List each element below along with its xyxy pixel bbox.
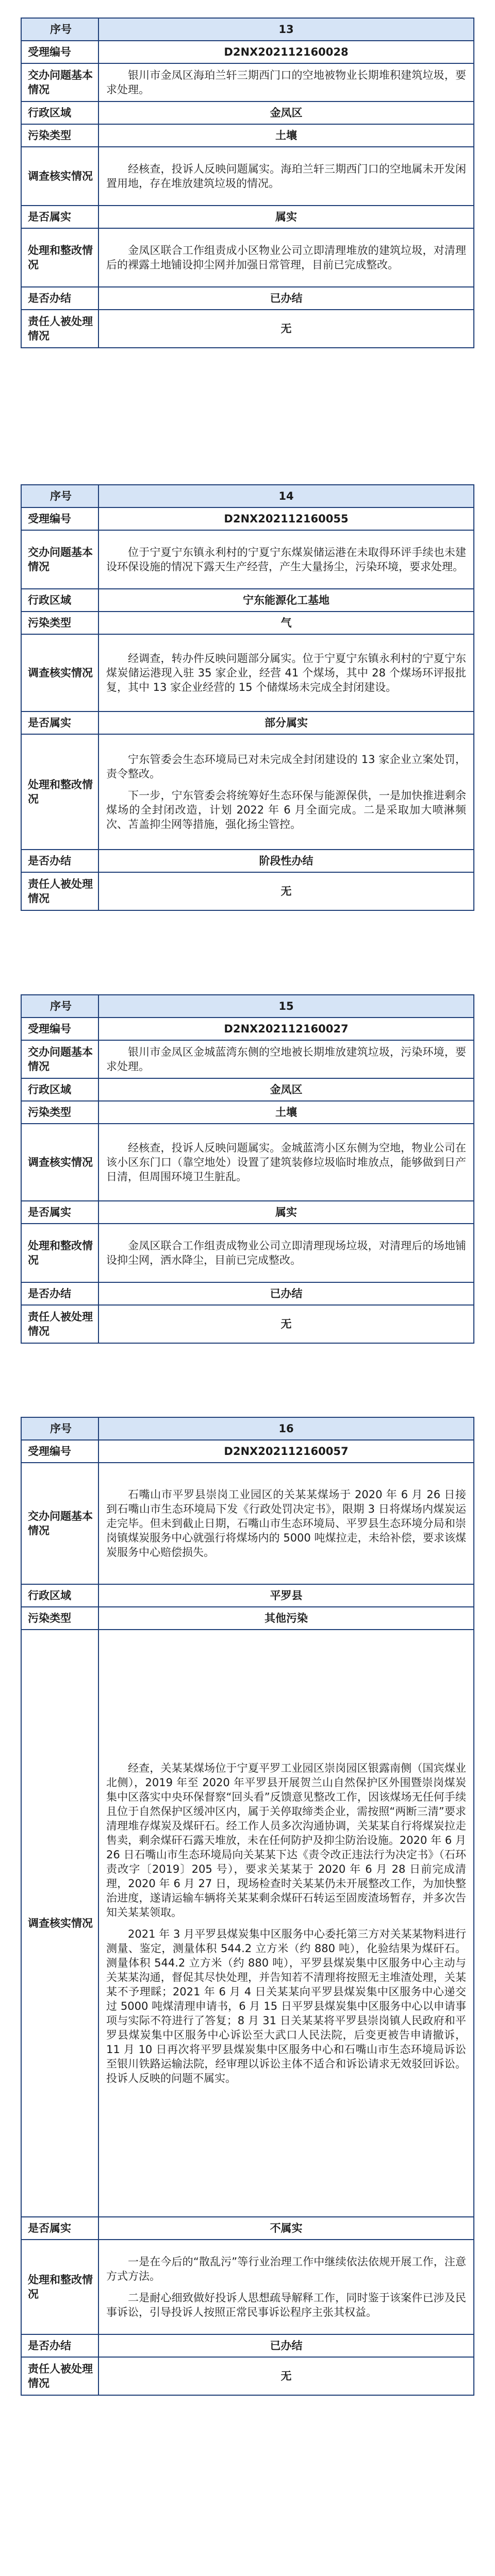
district-value: 金凤区: [98, 1078, 474, 1101]
closed-row: [21, 287, 474, 310]
handling-row: [21, 2240, 474, 2334]
handling-value: 金凤区联合工作组责成物业公司立即清理现场垃圾，对清理后的场地铺设抑尘网，洒水降尘，目前已完成整改。: [98, 1224, 474, 1282]
handling-value: 金凤区联合工作组责成小区物业公司立即清理堆放的建筑垃圾，对清理后的裸露土地铺设抑尘网并加强日常管理，目前已完成整改。: [98, 228, 474, 287]
verified-row: [21, 711, 474, 734]
investigation-value: [98, 1630, 474, 2217]
case-no-row: [21, 41, 474, 63]
seq-row: [21, 995, 474, 1018]
pollution-row: [21, 1607, 474, 1630]
label-district: 行政区域: [21, 1584, 98, 1607]
label-pollution: 污染类型: [21, 1607, 98, 1630]
label-verified: 是否属实: [21, 1201, 98, 1224]
seq-value: 13: [98, 18, 474, 41]
case-no-row: [21, 1440, 474, 1463]
seq-value: 16: [98, 1417, 474, 1440]
district-row: [21, 1584, 474, 1607]
district-value: 平罗县: [98, 1584, 474, 1607]
handling-value: [98, 2240, 474, 2334]
label-investigation: 调查核实情况: [21, 1630, 98, 2217]
accountability-row: [21, 2357, 474, 2395]
label-investigation: 调查核实情况: [21, 1124, 98, 1201]
label-basic: 交办问题基本情况: [21, 1040, 98, 1078]
investigation-row: [21, 147, 474, 206]
handling-paragraph: 二是耐心细致做好投诉人思想疏导解释工作，同时鉴于该案件已涉及民事诉讼，引导投诉人按照正常民事诉讼程序主张其权益。: [106, 2292, 466, 2318]
label-closed: 是否办结: [21, 850, 98, 872]
basic-value: 位于宁夏宁东镇永利村的宁夏宁东煤炭储运港在未取得环评手续也未建设环保设施的情况下露天生产经营，产生大量扬尘，污染环境，要求处理。: [98, 530, 474, 589]
handling-paragraph: 下一步，宁东管委会将统筹好生态环保与能源保供，一是加快推进剩余煤场的全封闭改造，计划 2022 年 6 月全面完成。二是采取加大喷淋频次、苫盖抑尘网等措施，强化扬尘管控。: [106, 789, 466, 831]
seq-row: [21, 18, 474, 41]
label-handling: 处理和整改情况: [21, 2240, 98, 2334]
investigation-value: 经核查，投诉人反映问题属实。海珀兰轩三期西门口的空地属未开发闲置用地，存在堆放建筑垃圾的情况。: [98, 147, 474, 206]
case-record: [21, 18, 474, 348]
case-no-value: D2NX202112160028: [98, 41, 474, 63]
label-seq: 序号: [21, 485, 98, 507]
basic-row: [21, 63, 474, 101]
label-case-no: 受理编号: [21, 41, 98, 63]
label-closed: 是否办结: [21, 287, 98, 310]
basic-value: 银川市金凤区海珀兰轩三期西门口的空地被物业长期堆积建筑垃圾，要求处理。: [98, 63, 474, 101]
label-handling: 处理和整改情况: [21, 1224, 98, 1282]
closed-value: 阶段性办结: [98, 850, 474, 872]
district-row: [21, 1078, 474, 1101]
verified-row: [21, 206, 474, 228]
seq-row: [21, 1417, 474, 1440]
pollution-value: 气: [98, 612, 474, 634]
pollution-value: 土壤: [98, 1101, 474, 1124]
investigation-value: 经核查，投诉人反映问题属实。金城蓝湾小区东侧为空地，物业公司在该小区东门口（靠空地处）设置了建筑装修垃圾临时堆放点，能够做到日产日清，但周围环境卫生脏乱。: [98, 1124, 474, 1201]
case-no-row: [21, 1018, 474, 1040]
case-no-row: [21, 507, 474, 530]
label-handling: 处理和整改情况: [21, 734, 98, 850]
closed-value: 已办结: [98, 1282, 474, 1305]
label-investigation: 调查核实情况: [21, 147, 98, 206]
basic-row: [21, 530, 474, 589]
investigation-paragraph: 经查，关某某煤场位于宁夏平罗工业园区崇岗园区银露南侧（国宾煤业北侧），2019 年至 2020 年平罗县开展贺兰山自然保护区外围暨崇岗煤炭集中区落实中央环保督察“回头看”反馈意见整改工作，因该煤场无任何手续且位于自然保护区缓冲区内，属于关停取缔类企业，需按照“两断三清”要求清理堆存煤炭及煤矸石。经工作人员多次沟通协调，关某某自行将煤炭拉走售卖，剩余煤矸石露天堆放，未在任何防护及抑尘防治设施。2020 年 6 月 26 日石嘴山市生态环境局向关某某下达《责令改正违法行为决定书》（石环责改字〔2019〕205 号），要求关某某于 2020 年 6 月 28 日前完成清理，2020 年 6 月 27 日，现场检查时关某某仍未开展整改工作，为加快整治进度，遂请运输车辆将关某某剩余煤矸石转运至固废渣场暂存，并多次告知关某某领取。: [106, 1762, 466, 1919]
case-record: [21, 1417, 474, 2396]
label-verified: 是否属实: [21, 2217, 98, 2240]
label-seq: 序号: [21, 1417, 98, 1440]
verified-value: 属实: [98, 206, 474, 228]
basic-row: [21, 1040, 474, 1078]
label-accountability: 责任人被处理情况: [21, 1305, 98, 1343]
label-basic: 交办问题基本情况: [21, 1463, 98, 1584]
basic-value: 银川市金凤区金城蓝湾东侧的空地被长期堆放建筑垃圾，污染环境，要求处理。: [98, 1040, 474, 1078]
accountability-row: [21, 310, 474, 348]
district-row: [21, 589, 474, 612]
case-table: [21, 18, 474, 348]
district-row: [21, 101, 474, 124]
accountability-value: 无: [98, 1305, 474, 1343]
case-no-value: D2NX202112160057: [98, 1440, 474, 1463]
label-basic: 交办问题基本情况: [21, 63, 98, 101]
case-no-value: D2NX202112160027: [98, 1018, 474, 1040]
verified-row: [21, 1201, 474, 1224]
handling-value: [98, 734, 474, 850]
investigation-row: [21, 1630, 474, 2217]
label-pollution: 污染类型: [21, 612, 98, 634]
label-accountability: 责任人被处理情况: [21, 310, 98, 348]
seq-value: 15: [98, 995, 474, 1018]
verified-value: 属实: [98, 1201, 474, 1224]
pollution-row: [21, 1101, 474, 1124]
label-seq: 序号: [21, 995, 98, 1018]
handling-row: [21, 228, 474, 287]
pollution-row: [21, 124, 474, 147]
label-seq: 序号: [21, 18, 98, 41]
case-table: [21, 994, 474, 1344]
label-verified: 是否属实: [21, 711, 98, 734]
pollution-row: [21, 612, 474, 634]
handling-paragraph: 一是在今后的“散乱污”等行业治理工作中继续依法依规开展工作，注意方式方法。: [106, 2256, 466, 2282]
label-district: 行政区域: [21, 101, 98, 124]
label-verified: 是否属实: [21, 206, 98, 228]
accountability-row: [21, 872, 474, 910]
district-value: 金凤区: [98, 101, 474, 124]
basic-value: 石嘴山市平罗县崇岗工业园区的关某某煤场于 2020 年 6 月 26 日接到石嘴山市生态环境局下发《行政处罚决定书》，限期 3 日将煤场内煤炭运走完毕。但未到截止日期，石嘴山市生态环境局、平罗县生态环境分局和崇岗镇煤炭服务中心就强行将煤场内的 5000 吨煤拉走，未给补偿，要求该煤炭服务中心赔偿损失。: [98, 1463, 474, 1584]
case-table: [21, 484, 474, 911]
verified-value: 部分属实: [98, 711, 474, 734]
accountability-value: 无: [98, 310, 474, 348]
investigation-value: 经调查，转办件反映问题部分属实。位于宁夏宁东镇永利村的宁夏宁东煤炭储运港现入驻 35 家企业，经营 41 个煤场，其中 28 个煤场环评报批复，其中 13 家企业经营的 15 个储煤场未完成全封闭建设。: [98, 634, 474, 711]
accountability-value: 无: [98, 872, 474, 910]
closed-row: [21, 850, 474, 872]
label-case-no: 受理编号: [21, 1440, 98, 1463]
seq-row: [21, 485, 474, 507]
closed-value: 已办结: [98, 2334, 474, 2357]
case-record: [21, 994, 474, 1344]
label-closed: 是否办结: [21, 2334, 98, 2357]
label-basic: 交办问题基本情况: [21, 530, 98, 589]
district-value: 宁东能源化工基地: [98, 589, 474, 612]
label-investigation: 调查核实情况: [21, 634, 98, 711]
label-accountability: 责任人被处理情况: [21, 2357, 98, 2395]
handling-row: [21, 734, 474, 850]
closed-row: [21, 2334, 474, 2357]
investigation-row: [21, 634, 474, 711]
closed-value: 已办结: [98, 287, 474, 310]
label-accountability: 责任人被处理情况: [21, 872, 98, 910]
label-handling: 处理和整改情况: [21, 228, 98, 287]
investigation-row: [21, 1124, 474, 1201]
closed-row: [21, 1282, 474, 1305]
case-record: [21, 484, 474, 911]
case-table: [21, 1417, 474, 2396]
investigation-paragraph: 2021 年 3 月平罗县煤炭集中区服务中心委托第三方对关某某物料进行测量、鉴定，测量体积 544.2 立方米（约 880 吨），化验结果为煤矸石。测量体积 544.2 立方米（约 880 吨），平罗县煤炭集中区服务中心主动与关某某沟通，督促其尽快处理，并告知若不清理将按照无主堆渣处理，关某某不予理睬；2021 年 6 月 4 日关某某向平罗县煤炭集中区服务中心递交过 5000 吨煤清理申请书，6 月 15 日平罗县煤炭集中区服务中心以申请事项与实际不符进行了答复；8 月 31 日关某某将平罗县崇岗镇人民政府和平罗县煤炭集中区服务中心诉讼至大武口人民法院，后变更被告申请撤诉，11 月 10 日再次将平罗县煤炭集中区服务中心和石嘴山市生态环境局诉讼至银川铁路运输法院，经审理以诉讼主体不适合和诉讼请求无效驳回诉讼。投诉人反映的问题不属实。: [106, 1928, 466, 2084]
case-no-value: D2NX202112160055: [98, 507, 474, 530]
pollution-value: 其他污染: [98, 1607, 474, 1630]
label-case-no: 受理编号: [21, 507, 98, 530]
basic-row: [21, 1463, 474, 1584]
accountability-value: 无: [98, 2357, 474, 2395]
accountability-row: [21, 1305, 474, 1343]
label-district: 行政区域: [21, 1078, 98, 1101]
pollution-value: 土壤: [98, 124, 474, 147]
handling-row: [21, 1224, 474, 1282]
verified-row: [21, 2217, 474, 2240]
label-pollution: 污染类型: [21, 1101, 98, 1124]
handling-paragraph: 宁东管委会生态环境局已对未完成全封闭建设的 13 家企业立案处罚，责令整改。: [106, 753, 466, 780]
label-case-no: 受理编号: [21, 1018, 98, 1040]
label-district: 行政区域: [21, 589, 98, 612]
seq-value: 14: [98, 485, 474, 507]
label-pollution: 污染类型: [21, 124, 98, 147]
label-closed: 是否办结: [21, 1282, 98, 1305]
verified-value: 不属实: [98, 2217, 474, 2240]
